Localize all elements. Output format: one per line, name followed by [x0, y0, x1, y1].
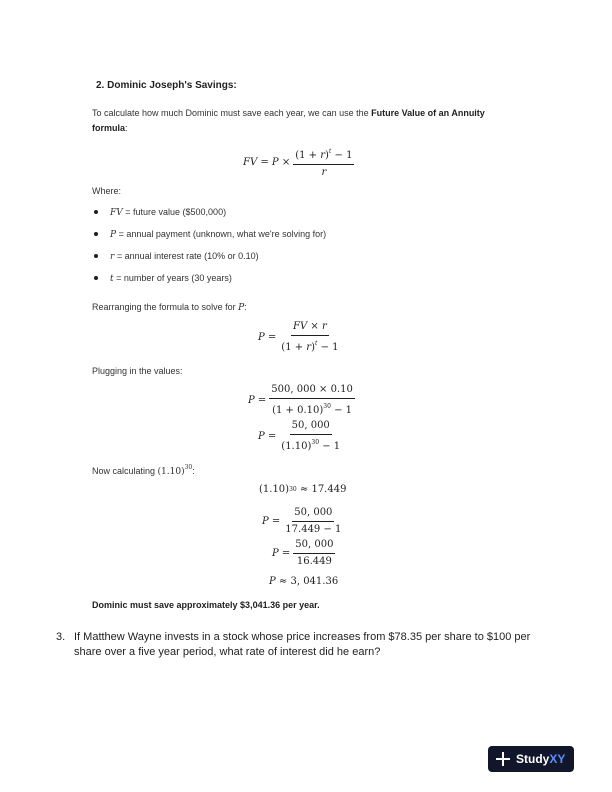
variable-description: = annual interest rate (10% or 0.10) [114, 251, 259, 261]
intro-text: To calculate how much Dominic must save each year, we can use the [92, 108, 372, 118]
solved-payment-formula: P = $\frac{FV \times r}{(1 + r)^t - 1}$ [258, 321, 339, 353]
plus-icon [496, 752, 510, 766]
simplified-formula: P = $\frac{50, 000}{(1.10)^{30} - 1}$ [258, 420, 341, 452]
power-calculation: (1.10) 30 ≈ 17.449 [259, 484, 347, 495]
plugging-label: Plugging in the values: [92, 366, 183, 376]
variable-symbol: P [110, 230, 117, 240]
variable-description: = annual payment (unknown, what we're solving for) [116, 229, 327, 239]
intro-paragraph [92, 106, 522, 136]
list-item [92, 271, 492, 293]
now-calculating-line [92, 460, 195, 480]
where-label: Where: [92, 186, 122, 196]
rearrange-symbol: P [238, 303, 245, 313]
logo-xy-text: XY [549, 752, 566, 766]
denominator-substitution: P = $\frac{50, 000}{17.449 - 1}$ [262, 507, 342, 535]
variable-symbol: t [110, 274, 114, 284]
list-item [92, 227, 492, 249]
now-calculating-expr: (1.10) [157, 467, 185, 477]
question-text: If Matthew Wayne invests in a stock whose price increases from $78.35 per share to $100 per share over a five year period, what rate of interest did he earn? [74, 631, 531, 658]
final-result: P ≈ 3, 041.36 [269, 576, 339, 587]
conclusion-text: Dominic must save approximately $3,041.36 per year. [92, 600, 320, 610]
intro-colon: : [125, 123, 128, 133]
now-calculating-colon: : [192, 466, 195, 476]
rearrange-text: Rearranging the formula to solve for [92, 302, 239, 312]
variable-symbol: r [110, 252, 115, 262]
list-item [92, 205, 492, 227]
rearrange-line [92, 300, 247, 316]
variable-list [92, 205, 492, 293]
list-item [92, 249, 492, 271]
plugged-formula: P = $\frac{500, 000 \times 0.10}{(1 + 0.10)^{30} - 1}$ [248, 384, 353, 416]
studyxy-logo [488, 746, 574, 772]
variable-description: = future value ($500,000) [122, 207, 227, 217]
now-calculating-text: Now calculating [92, 466, 158, 476]
intro-bold-term: Future Value of an Annuity [371, 108, 485, 118]
logo-study-text: Study [516, 752, 550, 766]
now-calculating-exponent: 30 [184, 464, 193, 471]
question-number: 3. [56, 631, 66, 643]
variable-symbol: FV [110, 208, 123, 218]
final-division: P = $\frac{50, 000}{16.449}$ [272, 539, 334, 567]
future-value-formula: FV = P × $\frac{(1 + r)^t - 1}{r}$ [243, 148, 353, 178]
section-heading: 2. Dominic Joseph's Savings: [96, 80, 237, 91]
intro-line2: formula [92, 123, 126, 133]
rearrange-colon: : [244, 302, 247, 312]
variable-description: = number of years (30 years) [113, 273, 232, 283]
